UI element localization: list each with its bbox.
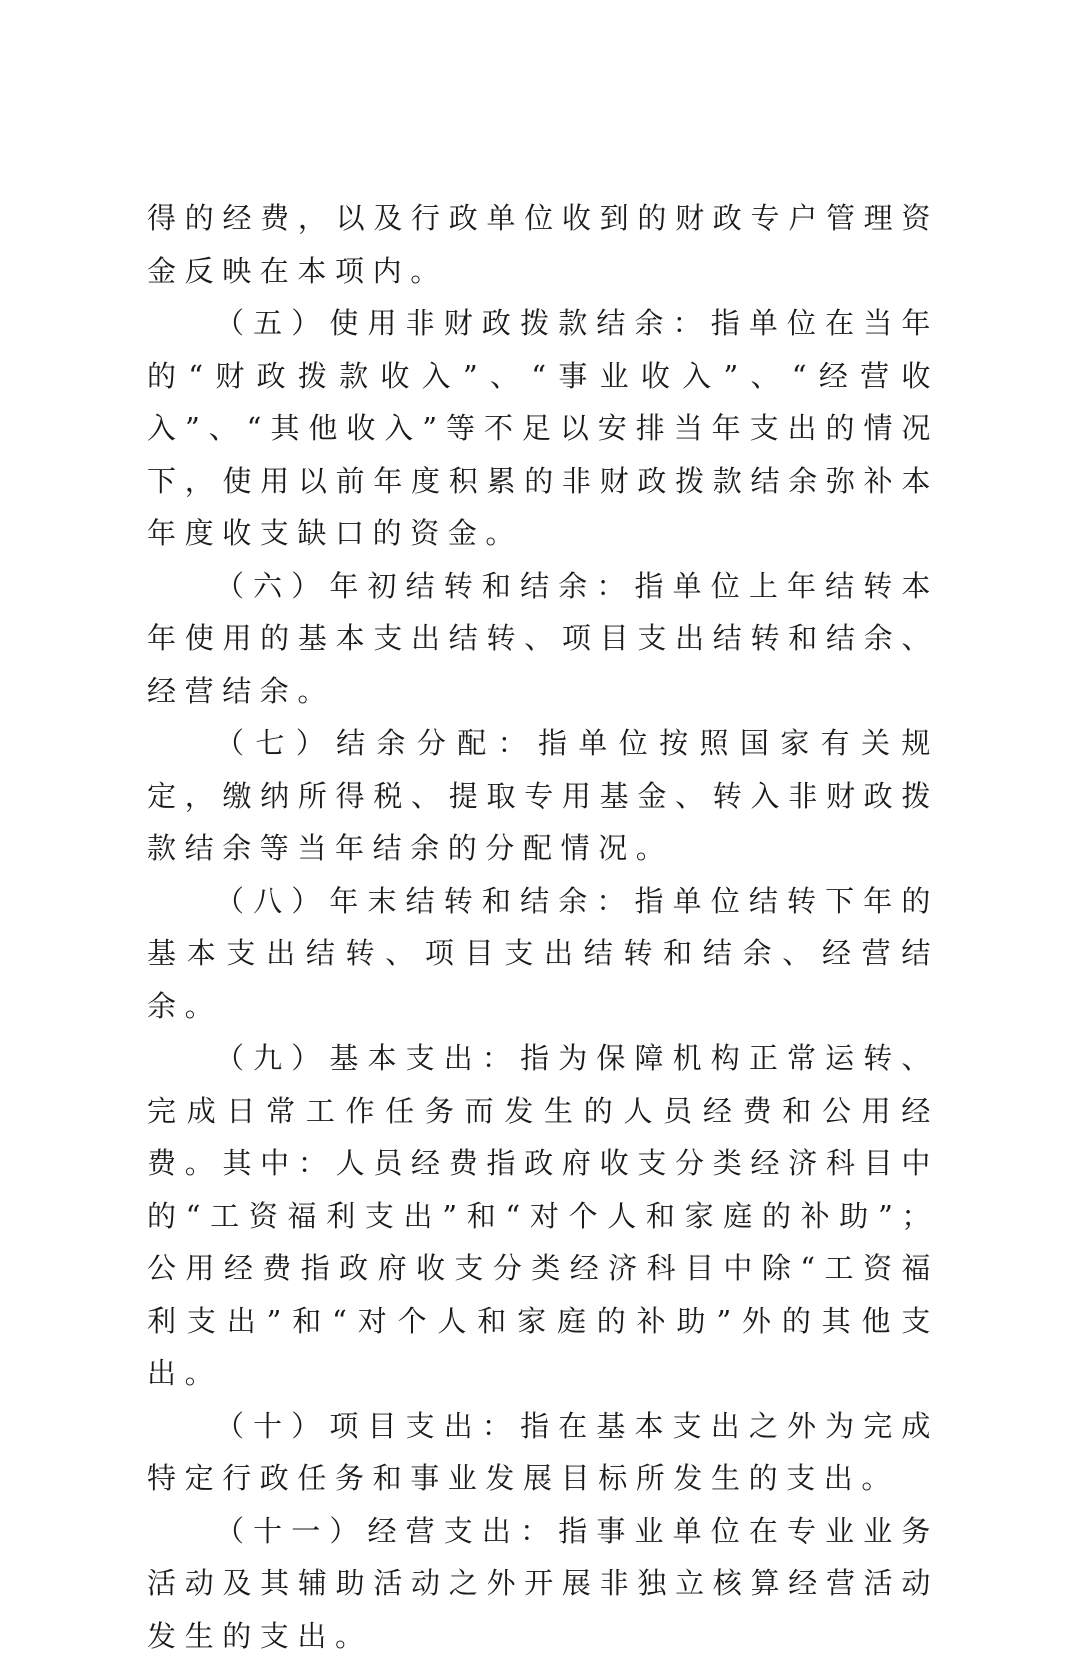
paragraph-item-6: （六）年初结转和结余：指单位上年结转本年使用的基本支出结转、项目支出结转和结余、经营结余。 <box>147 560 939 718</box>
paragraph-item-11: （十一）经营支出：指事业单位在专业业务活动及其辅助活动之外开展非独立核算经营活动发生的支出。 <box>147 1505 939 1662</box>
paragraph-continuation: 得的经费，以及行政单位收到的财政专户管理资金反映在本项内。 <box>147 192 939 297</box>
paragraph-item-9: （九）基本支出：指为保障机构正常运转、完成日常工作任务而发生的人员经费和公用经费。其中：人员经费指政府收支分类经济科目中的“工资福利支出”和“对个人和家庭的补助”；公用经费指政府收支分类经济科目中除“工资福利支出”和“对个人和家庭的补助”外的其他支出。 <box>147 1032 939 1400</box>
paragraph-item-5: （五）使用非财政拨款结余：指单位在当年的“财政拨款收入”、“事业收入”、“经营收入”、“其他收入”等不足以安排当年支出的情况下，使用以前年度积累的非财政拨款结余弥补本年度收支缺口的资金。 <box>147 297 939 560</box>
paragraph-item-8: （八）年末结转和结余：指单位结转下年的基本支出结转、项目支出结转和结余、经营结余。 <box>147 875 939 1033</box>
document-body <box>147 192 939 1662</box>
paragraph-item-7: （七）结余分配：指单位按照国家有关规定，缴纳所得税、提取专用基金、转入非财政拨款结余等当年结余的分配情况。 <box>147 717 939 875</box>
paragraph-item-10: （十）项目支出：指在基本支出之外为完成特定行政任务和事业发展目标所发生的支出。 <box>147 1400 939 1505</box>
